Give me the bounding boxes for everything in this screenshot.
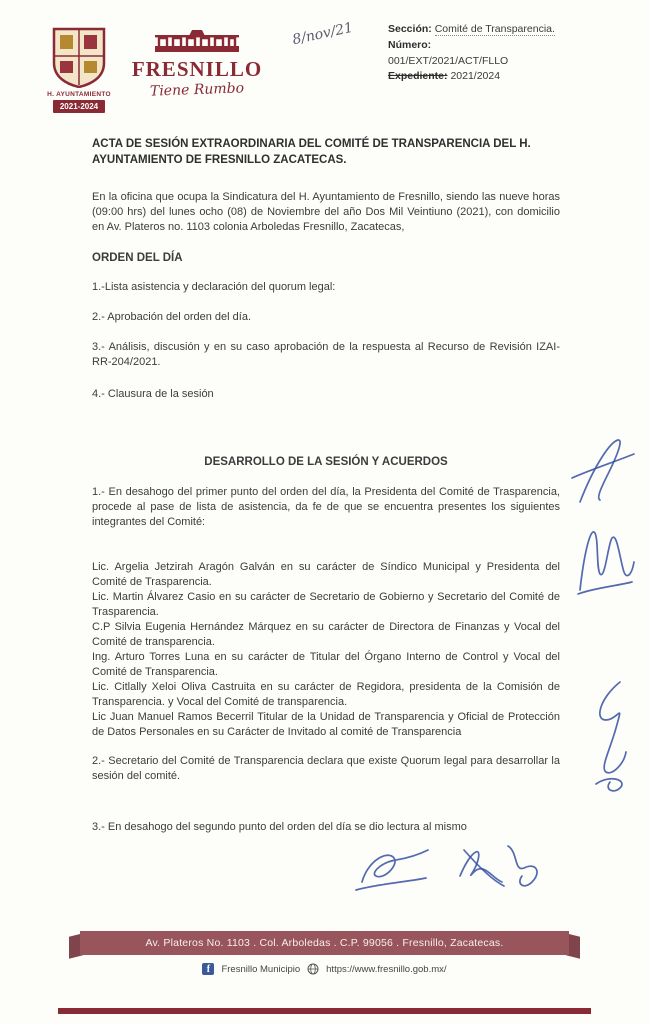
orden-item: 4.- Clausura de la sesión bbox=[92, 388, 214, 400]
document-title: ACTA DE SESIÓN EXTRAORDINARIA DEL COMITÉ DE TRANSPARENCIA DEL H. AYUNTAMIENTO DE FRESNILLO ZACATECAS. bbox=[92, 138, 531, 166]
footer-address-ribbon bbox=[80, 931, 569, 955]
attendee-entry: Lic Juan Manuel Ramos Becerril Titular de la Unidad de Transparencia y Oficial de Protección de Datos Personales en su Carácter de Invitado al comité de Transparencia bbox=[92, 711, 560, 738]
seal-period-badge: 2021-2024 bbox=[53, 100, 105, 113]
meta-expediente-label: Expediente: bbox=[388, 70, 448, 83]
meta-expediente-value: 2021/2024 bbox=[450, 70, 501, 83]
footer-social-line bbox=[0, 963, 649, 975]
meta-seccion-label: Sección: bbox=[388, 23, 432, 35]
facebook-icon: f bbox=[202, 963, 214, 975]
desarrollo-heading: DESARROLLO DE LA SESIÓN Y ACUERDOS bbox=[204, 456, 448, 468]
orden-item: 1.-Lista asistencia y declaración del quorum legal: bbox=[92, 281, 336, 293]
bottom-maroon-strip bbox=[58, 1008, 591, 1014]
punto-1-paragraph: 1.- En desahogo del primer punto del orden del día, la Presidenta del Comité de Trasparencia, procede al pase de lista de asistencia, da fe de que se encuentra presentes los siguientes integrantes del Comité: bbox=[92, 486, 560, 528]
attendee-entry: Ing. Arturo Torres Luna en su carácter de Titular del Órgano Interno de Control y Vocal del Comité de Transparencia. bbox=[92, 651, 560, 678]
meta-numero-label: Número: bbox=[388, 38, 432, 51]
punto-3-paragraph: 3.- En desahogo del segundo punto del orden del día se dio lectura al mismo bbox=[92, 821, 467, 833]
orden-del-dia-heading: ORDEN DEL DÍA bbox=[92, 252, 183, 264]
attendee-entry: C.P Silvia Eugenia Hernández Márquez en su carácter de Directora de Finanzas y Vocal del Comité de transparencia. bbox=[92, 621, 560, 648]
attendee-entry: Lic. Martin Álvarez Casio en su carácter de Secretario de Gobierno y Secretario del Comité de Trasparencia. bbox=[92, 591, 560, 618]
orden-item: 3.- Análisis, discusión y en su caso aprobación de la respuesta al Recurso de Revisión IZAI-RR-204/2021. bbox=[92, 341, 560, 368]
attendee-entry: Lic. Citlally Xeloi Oliva Castruita en su carácter de Regidora, presidenta de la Comisión de Transparencia. y Vocal del Comité de transparencia. bbox=[92, 681, 560, 708]
footer-address: Av. Plateros No. 1103 . Col. Arboledas . C.P. 99056 . Fresnillo, Zacatecas. bbox=[145, 937, 504, 949]
punto-2-paragraph: 2.- Secretario del Comité de Transparencia declara que existe Quorum legal para desarrollar la sesión del comité. bbox=[92, 755, 560, 782]
brand-tagline: Tiene Rumbo bbox=[149, 80, 245, 100]
handwritten-date: 8/nov/21 bbox=[291, 19, 355, 49]
globe-icon bbox=[307, 963, 319, 975]
orden-item: 2.- Aprobación del orden del día. bbox=[92, 311, 252, 323]
facebook-label: Fresnillo Municipio bbox=[221, 963, 301, 975]
intro-paragraph: En la oficina que ocupa la Sindicatura del H. Ayuntamiento de Fresnillo, siendo las nueve horas (09:00 hrs) del lunes ocho (08) de Noviembre del año Dos Mil Veintiuno (2021), con domicilio en Av. Plateros no. 1103 colonia Arboledas Fresnillo, Zacatecas, bbox=[92, 191, 560, 233]
seal-caption: H. AYUNTAMIENTO bbox=[47, 91, 111, 98]
meta-seccion-value: Comité de Transparencia. bbox=[434, 23, 555, 35]
attendee-entry: Lic. Argelia Jetzirah Aragón Galván en su carácter de Síndico Municipal y Presidenta del Comité de Trasparencia. bbox=[92, 561, 560, 588]
meta-numero-value: 001/EXT/2021/ACT/FLLO bbox=[388, 54, 509, 67]
brand-name: FRESNILLO bbox=[131, 57, 263, 81]
footer-website: https://www.fresnillo.gob.mx/ bbox=[326, 963, 447, 975]
